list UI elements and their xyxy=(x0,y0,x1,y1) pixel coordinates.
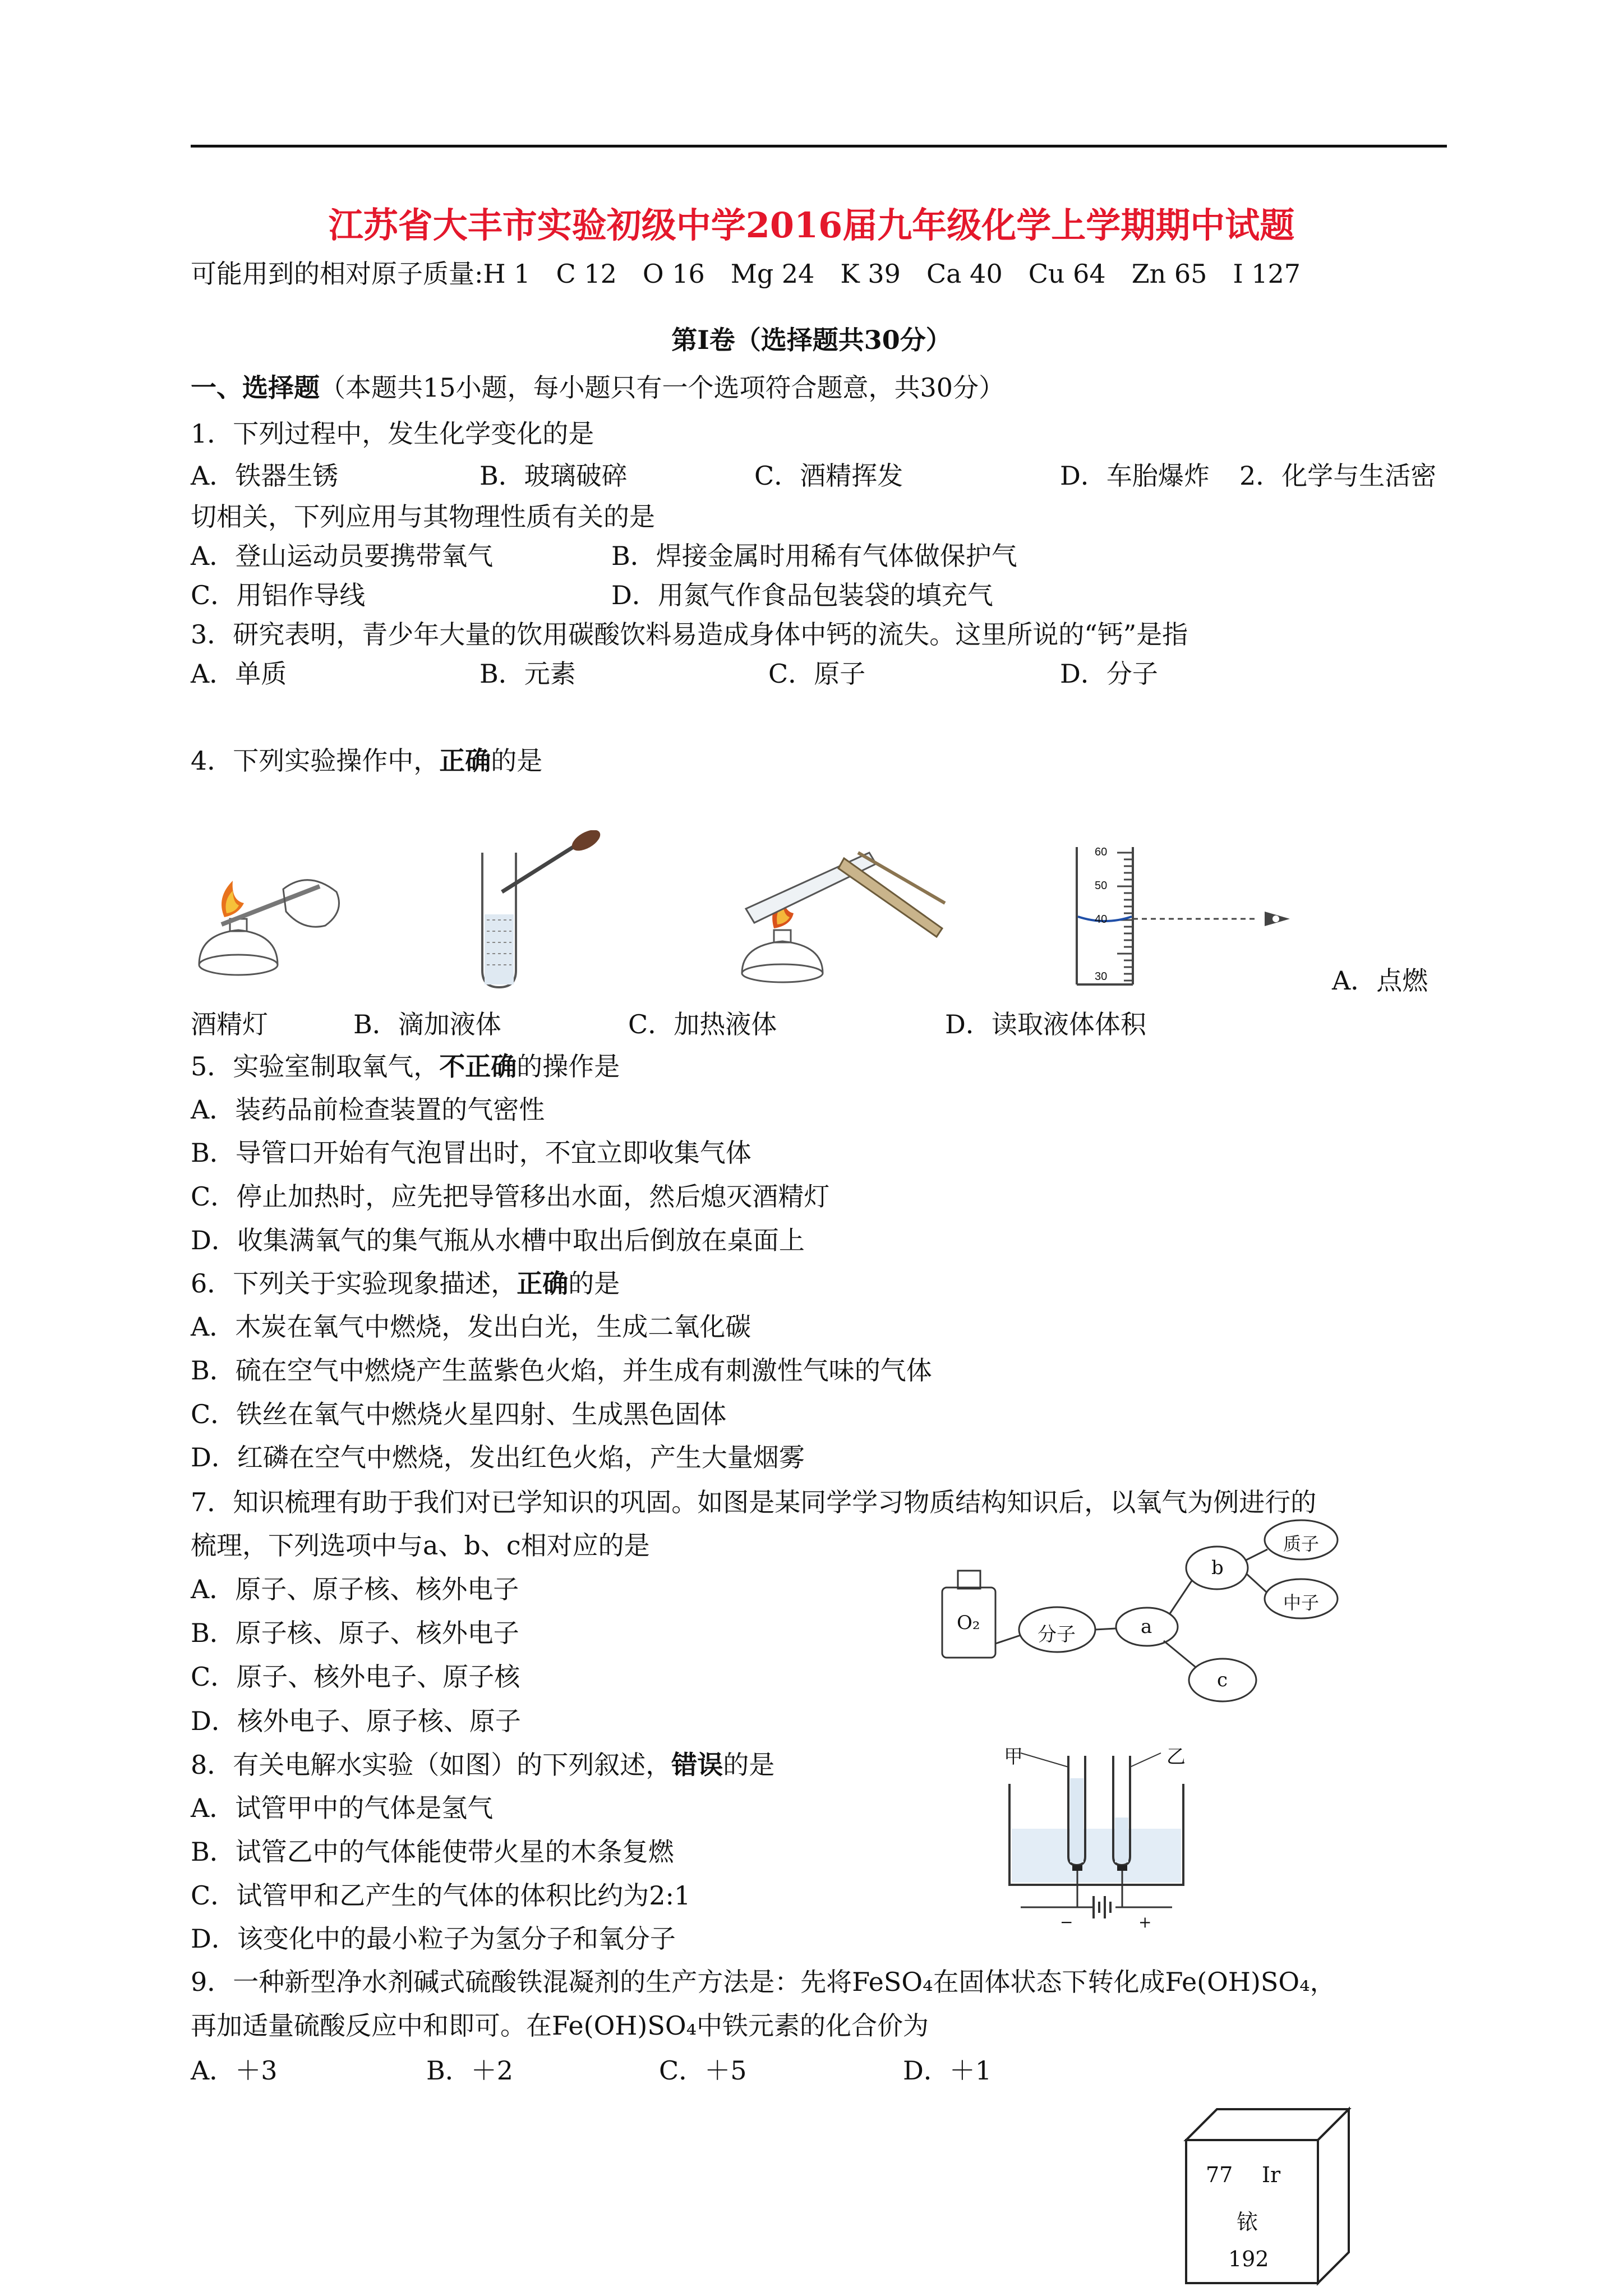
figure-read-cylinder xyxy=(1054,841,1312,993)
q8-stem-pre: 8．有关电解水实验（如图）的下列叙述， xyxy=(191,1750,672,1780)
node-b-label: b xyxy=(1211,1557,1224,1579)
figure-drop-liquid xyxy=(471,830,606,993)
q4-option-b: B．滴加液体 xyxy=(353,1009,501,1039)
tick-40: 40 xyxy=(1095,913,1108,926)
element-card-iridium xyxy=(1183,2106,1352,2286)
q4-stem-post: 的是 xyxy=(491,746,543,776)
q8-option-b: B．试管乙中的气体能使带火星的木条复燃 xyxy=(191,1837,674,1867)
tick-50: 50 xyxy=(1095,880,1108,892)
q4-option-a-head: A．点燃 xyxy=(1332,965,1428,996)
q6-stem xyxy=(191,1268,620,1299)
element-symbol: Ir xyxy=(1262,2162,1281,2187)
q8-option-d: D．该变化中的最小粒子为氢分子和氧分子 xyxy=(191,1924,676,1954)
figure-light-alcohol-lamp xyxy=(191,864,353,982)
part-heading-label: 一、选择题 xyxy=(191,372,320,403)
part-note: （本题共15小题，每小题只有一个选项符合题意，共30分） xyxy=(320,372,1005,403)
q1-option-b: B．玻璃破碎 xyxy=(479,461,628,491)
q9-stem-line2: 再加适量硫酸反应中和即可。在Fe(OH)SO₄中铁元素的化合价为 xyxy=(191,2010,929,2041)
q6-stem-pre: 6．下列关于实验现象描述， xyxy=(191,1268,517,1299)
figure-heat-liquid xyxy=(723,841,948,987)
element-number: 77 xyxy=(1206,2162,1233,2187)
element-name: 铱 xyxy=(1237,2210,1258,2234)
q1-stem: 1．下列过程中，发生化学变化的是 xyxy=(191,418,594,449)
q4-stem-pre: 4．下列实验操作中， xyxy=(191,746,440,776)
q1-option-d: D．车胎爆炸 xyxy=(1060,461,1210,491)
q4-stem-bold: 正确 xyxy=(439,746,491,776)
tick-60: 60 xyxy=(1095,846,1108,858)
minus-label: − xyxy=(1060,1913,1073,1931)
node-c-label: c xyxy=(1217,1669,1228,1691)
q6-option-d: D．红磷在空气中燃烧，发出红色火焰，产生大量烟雾 xyxy=(191,1442,805,1473)
structure-diagram xyxy=(937,1515,1363,1705)
q7-option-c: C．原子、核外电子、原子核 xyxy=(191,1662,520,1692)
q5-stem-post: 的操作是 xyxy=(517,1051,620,1082)
electrolysis-diagram xyxy=(1004,1745,1206,1947)
q6-stem-bold: 正确 xyxy=(517,1268,569,1299)
part-heading xyxy=(191,372,1005,403)
tube-jia-label: 甲 xyxy=(1004,1746,1023,1768)
node-a-label: a xyxy=(1141,1616,1152,1638)
tick-30: 30 xyxy=(1095,970,1108,983)
q8-stem-post: 的是 xyxy=(723,1750,775,1780)
q5-option-c: C．停止加热时，应先把导管移出水面，然后熄灭酒精灯 xyxy=(191,1181,830,1212)
q2-option-a: A．登山运动员要携带氧气 xyxy=(191,541,494,571)
q3-option-b: B．元素 xyxy=(479,659,576,689)
q5-option-a: A．装药品前检查装置的气密性 xyxy=(191,1094,545,1125)
atomic-masses: 可能用到的相对原子质量:H 1 C 12 O 16 Mg 24 K 39 Ca 40 Cu 64 Zn 65 I 127 xyxy=(191,259,1301,289)
q5-stem-pre: 5．实验室制取氧气 xyxy=(191,1051,414,1082)
q6-option-b: B．硫在空气中燃烧产生蓝紫色火焰，并生成有刺激性气味的气体 xyxy=(191,1355,932,1386)
section-title: 第Ⅰ卷（选择题共30分） xyxy=(671,325,952,355)
q6-stem-post: 的是 xyxy=(568,1268,620,1299)
q3-option-d: D．分子 xyxy=(1060,659,1158,689)
q2-stem: 切相关，下列应用与其物理性质有关的是 xyxy=(191,501,655,532)
molecule-label: 分子 xyxy=(1038,1623,1076,1646)
q5-stem-bold: 不正确 xyxy=(439,1051,517,1082)
q1-option-a: A．铁器生锈 xyxy=(191,461,339,491)
q8-stem-bold: 错误 xyxy=(671,1750,723,1780)
q5-stem: 5．实验室制取氧气，不正确的操作是 xyxy=(191,1051,620,1082)
q2-stem-start: 2．化学与生活密 xyxy=(1239,461,1437,491)
q9-option-b: B．＋2 xyxy=(426,2055,514,2086)
q2-option-b: B．焊接金属时用稀有气体做保护气 xyxy=(611,541,1017,571)
q7-option-a: A．原子、原子核、核外电子 xyxy=(191,1574,519,1604)
plus-label: + xyxy=(1138,1913,1152,1931)
page-title: 江苏省大丰市实验初级中学2016届九年级化学上学期期中试题 xyxy=(328,205,1295,246)
q4-option-a-tail: 酒精灯 xyxy=(191,1009,268,1039)
q7-option-b: B．原子核、原子、核外电子 xyxy=(191,1618,519,1648)
q9-option-a: A．＋3 xyxy=(191,2055,278,2086)
q5-option-d: D．收集满氧气的集气瓶从水槽中取出后倒放在桌面上 xyxy=(191,1225,805,1255)
q9-option-d: D．＋1 xyxy=(903,2055,992,2086)
q3-option-c: C．原子 xyxy=(768,659,866,689)
o2-label: O₂ xyxy=(957,1612,980,1634)
q5-option-b: B．导管口开始有气泡冒出时，不宜立即收集气体 xyxy=(191,1138,751,1168)
neutron-label: 中子 xyxy=(1283,1592,1320,1613)
q3-stem: 3．研究表明，青少年大量的饮用碳酸饮料易造成身体中钙的流失。这里所说的“钙”是指 xyxy=(191,619,1188,650)
element-mass: 192 xyxy=(1228,2247,1269,2271)
tube-yi-label: 乙 xyxy=(1166,1746,1186,1768)
q7-option-d: D．核外电子、原子核、原子 xyxy=(191,1706,521,1736)
q8-option-a: A．试管甲中的气体是氢气 xyxy=(191,1793,494,1823)
q6-option-a: A．木炭在氧气中燃烧，发出白光，生成二氧化碳 xyxy=(191,1312,751,1342)
q7-stem-line2: 梳理，下列选项中与a、b、c相对应的是 xyxy=(191,1530,650,1561)
q7-stem-line1: 7．知识梳理有助于我们对已学知识的巩固。如图是某同学学习物质结构知识后，以氧气为例进行的 xyxy=(191,1487,1317,1517)
q2-option-d: D．用氮气作食品包装袋的填充气 xyxy=(611,580,993,610)
q4-option-d: D．读取液体体积 xyxy=(945,1009,1146,1039)
q8-stem xyxy=(191,1752,774,1778)
proton-label: 质子 xyxy=(1283,1533,1320,1554)
q4-stem xyxy=(191,748,542,774)
q8-option-c: C．试管甲和乙产生的气体的体积比约为2:1 xyxy=(191,1880,691,1911)
q6-option-c: C．铁丝在氧气中燃烧火星四射、生成黑色固体 xyxy=(191,1399,727,1429)
q1-option-c: C．酒精挥发 xyxy=(754,461,903,491)
q2-option-c: C．用铝作导线 xyxy=(191,580,366,610)
q9-option-c: C．＋5 xyxy=(659,2055,747,2086)
q9-stem-line1: 9．一种新型净水剂碱式硫酸铁混凝剂的生产方法是：先将FeSO₄在固体状态下转化成Fe(OH)SO₄， xyxy=(191,1967,1336,1997)
q4-option-c: C．加热液体 xyxy=(628,1009,777,1039)
header-rule xyxy=(191,145,1447,148)
q3-option-a: A．单质 xyxy=(191,659,287,689)
